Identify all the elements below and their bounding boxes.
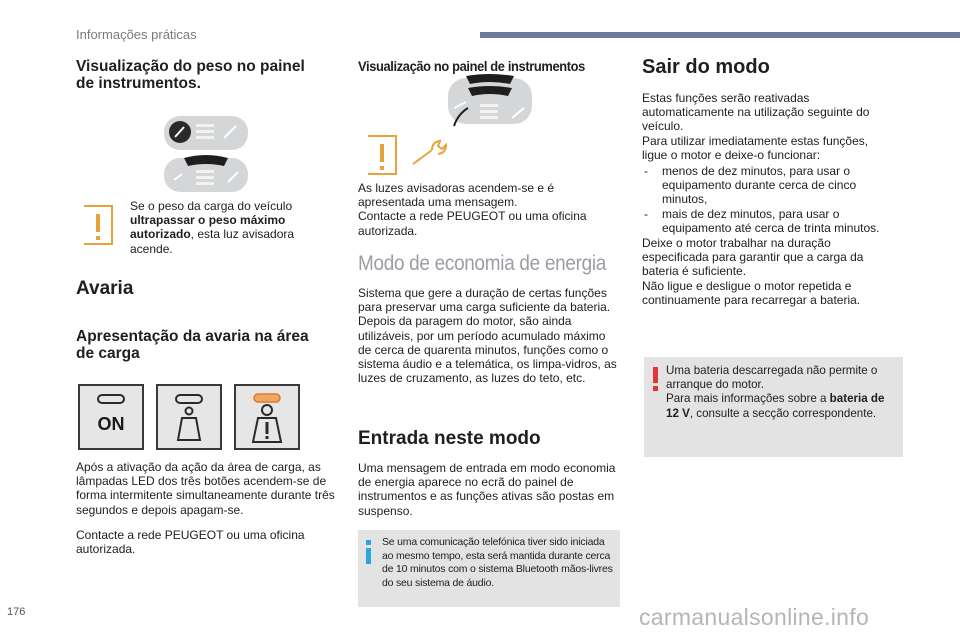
warning-lights-text: As luzes avisadoras acendem-se e é apresentada uma mensagem. Contacte a rede PEUGEOT ou uma oficina autorizada.	[358, 181, 587, 238]
watermark-text: carmanualsonline.info	[639, 604, 870, 630]
fault-title: Avaria	[76, 278, 134, 299]
overweight-warning-text: Se o peso da carga do veículo ultrapassar o peso máximo autorizado, esta luz avisadora acende.	[130, 199, 295, 256]
exit-item-1: - menos de dez minutos, para usar o equipamento durante cerca de cinco minutos,	[644, 164, 857, 207]
wrench-icon	[410, 136, 450, 170]
page-number: 176	[7, 606, 26, 618]
exit-mode-title: Sair do modo	[642, 56, 770, 78]
exit-item-2: - mais de dez minutos, para usar o equipamento até cerca de trinta minutos.	[644, 207, 880, 236]
on-button-icon	[78, 384, 144, 450]
economy-mode-text: Sistema que gere a duração de certas funções para preservar uma carga suficiente da bateria. Depois da paragem do motor, são ainda utilizáveis, por um período acumulado máximo de cerca de quarenta minutos, funções como o sistema áudio e a telemática, os limpa-vidros, as luzes de cruzamento, as luzes do teto, etc.	[358, 286, 617, 386]
phone-call-info-text: Se uma comunicação telefónica tiver sido iniciada ao mesmo tempo, esta será mantida durante cerca de 10 minutos com o sistema Bluetooth mãos-livres do seu sistema de áudio.	[382, 536, 613, 589]
warning-triangle-icon	[80, 204, 116, 248]
battery-warning-text: Uma bateria descarregada não permite o arranque do motor. Para mais informações sobre a bateria de 12 V, consulte a secção correspondente.	[666, 364, 885, 420]
section-header-label: Informações práticas	[76, 27, 197, 42]
cargo-button-icon	[156, 384, 222, 450]
economy-mode-title: Modo de economia de energia	[358, 252, 607, 275]
on-button-label: ON	[97, 414, 125, 434]
weight-gauge-icon	[158, 114, 254, 194]
entry-mode-title: Entrada neste modo	[358, 428, 541, 449]
instrument-panel-icon	[444, 74, 536, 130]
exit-mode-intro: Estas funções serão reativadas automaticamente na utilização seguinte do veículo. Para utilizar imediatamente estas funções, ligue o motor e deixe-o funcionar:	[642, 91, 870, 162]
battery-warning-box	[644, 357, 903, 457]
weight-display-title: Visualização do peso no painel de instrumentos.	[76, 58, 305, 92]
info-icon	[366, 540, 372, 564]
fault-description: Após a ativação da ação da área de carga, as lâmpadas LED dos três botões acendem-se de forma intermitente simultaneamente durante três segundos e depois apagam-se.	[76, 460, 335, 517]
entry-mode-text: Uma mensagem de entrada em modo economia de energia aparece no ecrã do painel de instrumentos e as funções ativas são postas em suspenso.	[358, 461, 616, 518]
cargo-warning-button-icon	[234, 384, 300, 450]
contact-dealer-text: Contacte a rede PEUGEOT ou uma oficina autorizada.	[76, 528, 305, 557]
exclamation-icon	[653, 367, 659, 391]
fault-subtitle: Apresentação da avaria na área de carga	[76, 328, 309, 362]
exit-mode-outro: Deixe o motor trabalhar na duração especificada para garantir que a carga da bateria é suficiente. Não ligue e desligue o motor repetida e continuamente para recarregar a bateria.	[642, 236, 864, 307]
phone-call-info-box	[358, 530, 620, 607]
warning-triangle-icon	[364, 134, 400, 178]
instrument-display-title: Visualização no painel de instrumentos	[358, 58, 585, 74]
header-accent-bar	[480, 32, 960, 38]
